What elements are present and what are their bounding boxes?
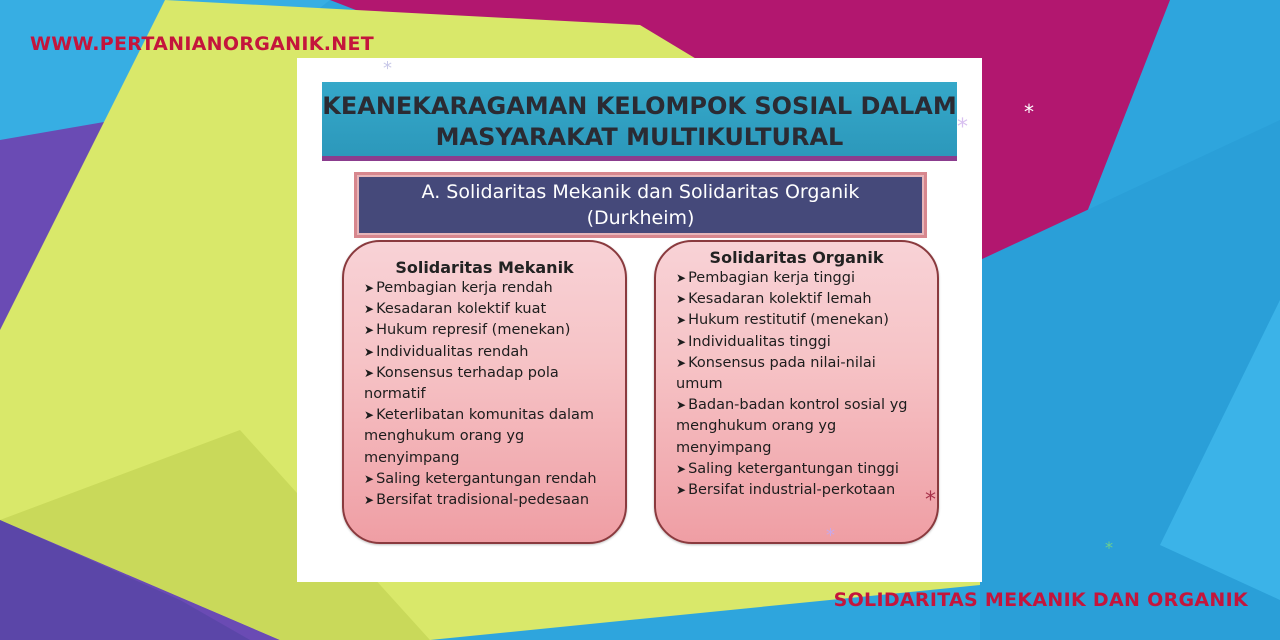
list-item: ➤ Konsensus pada nilai-nilai umum: [676, 354, 876, 393]
list-item: ➤ Individualitas rendah: [364, 343, 529, 360]
mekanik-panel: [342, 240, 627, 544]
organik-panel: [654, 240, 939, 544]
slide-subtitle-box: [357, 175, 924, 235]
slide-image: [297, 58, 982, 582]
list-item: ➤ Konsensus terhadap pola normatif: [364, 364, 559, 403]
arrow-bullet-icon: ➤: [364, 302, 375, 317]
slide-subtitle-line: A. Solidaritas Mekanik dan Solidaritas Organik: [421, 181, 860, 203]
arrow-bullet-icon: ➤: [364, 365, 375, 380]
slide-subtitle: [359, 179, 922, 231]
mekanik-list: [344, 278, 625, 511]
list-item: ➤ Bersifat industrial-perkotaan: [676, 482, 896, 499]
arrow-bullet-icon: ➤: [364, 344, 375, 359]
list-item: ➤ Keterlibatan komunitas dalam menghukum orang yg menyimpang: [364, 407, 595, 466]
slide-title-line: MASYARAKAT MULTIKULTURAL: [435, 123, 844, 151]
mekanik-heading: Solidaritas Mekanik: [395, 258, 574, 277]
sparkle-icon: *: [957, 115, 968, 140]
arrow-bullet-icon: ➤: [676, 292, 687, 307]
site-url: WWW.PERTANIANORGANIK.NET: [30, 33, 375, 55]
sparkle-icon: *: [383, 58, 392, 79]
arrow-bullet-icon: ➤: [364, 281, 375, 295]
list-item: ➤ Hukum restitutif (menekan): [676, 312, 889, 329]
list-item: ➤ Kesadaran kolektif kuat: [364, 301, 547, 318]
organik-list: [656, 268, 937, 501]
list-item: ➤ Kesadaran kolektif lemah: [676, 291, 872, 308]
sparkle-icon: *: [925, 488, 936, 513]
list-item: ➤ Bersifat tradisional-pedesaan: [364, 492, 590, 509]
list-item: ➤ Saling ketergantungan rendah: [364, 470, 597, 487]
arrow-bullet-icon: ➤: [364, 323, 375, 338]
slide-title-line: KEANEKARAGAMAN KELOMPOK SOSIAL DALAM: [322, 92, 957, 120]
list-item: ➤ Saling ketergantungan tinggi: [676, 460, 899, 477]
arrow-bullet-icon: ➤: [676, 271, 687, 285]
list-item: ➤ Individualitas tinggi: [676, 333, 831, 350]
arrow-bullet-icon: ➤: [676, 398, 687, 413]
list-item: ➤ Hukum represif (menekan): [364, 322, 571, 339]
organik-heading: Solidaritas Organik: [709, 248, 884, 267]
slide-title-banner: [322, 82, 957, 161]
sparkle-icon: *: [1105, 538, 1113, 557]
footer-caption: SOLIDARITAS MEKANIK DAN ORGANIK: [833, 589, 1248, 611]
slide-subtitle-line: (Durkheim): [586, 207, 695, 229]
list-item: ➤ Pembagian kerja rendah: [364, 280, 553, 296]
arrow-bullet-icon: ➤: [676, 313, 687, 328]
arrow-bullet-icon: ➤: [676, 355, 687, 370]
sparkle-icon: *: [826, 525, 835, 546]
arrow-bullet-icon: ➤: [676, 483, 687, 498]
arrow-bullet-icon: ➤: [364, 493, 375, 508]
slide-title: [322, 91, 957, 153]
arrow-bullet-icon: ➤: [676, 461, 687, 476]
list-item: ➤ Badan-badan kontrol sosial yg menghukum orang yg menyimpang: [676, 397, 908, 456]
arrow-bullet-icon: ➤: [364, 471, 375, 486]
arrow-bullet-icon: ➤: [364, 408, 375, 423]
list-item: ➤ Pembagian kerja tinggi: [676, 270, 855, 286]
sparkle-icon: *: [1024, 100, 1034, 124]
arrow-bullet-icon: ➤: [676, 334, 687, 349]
